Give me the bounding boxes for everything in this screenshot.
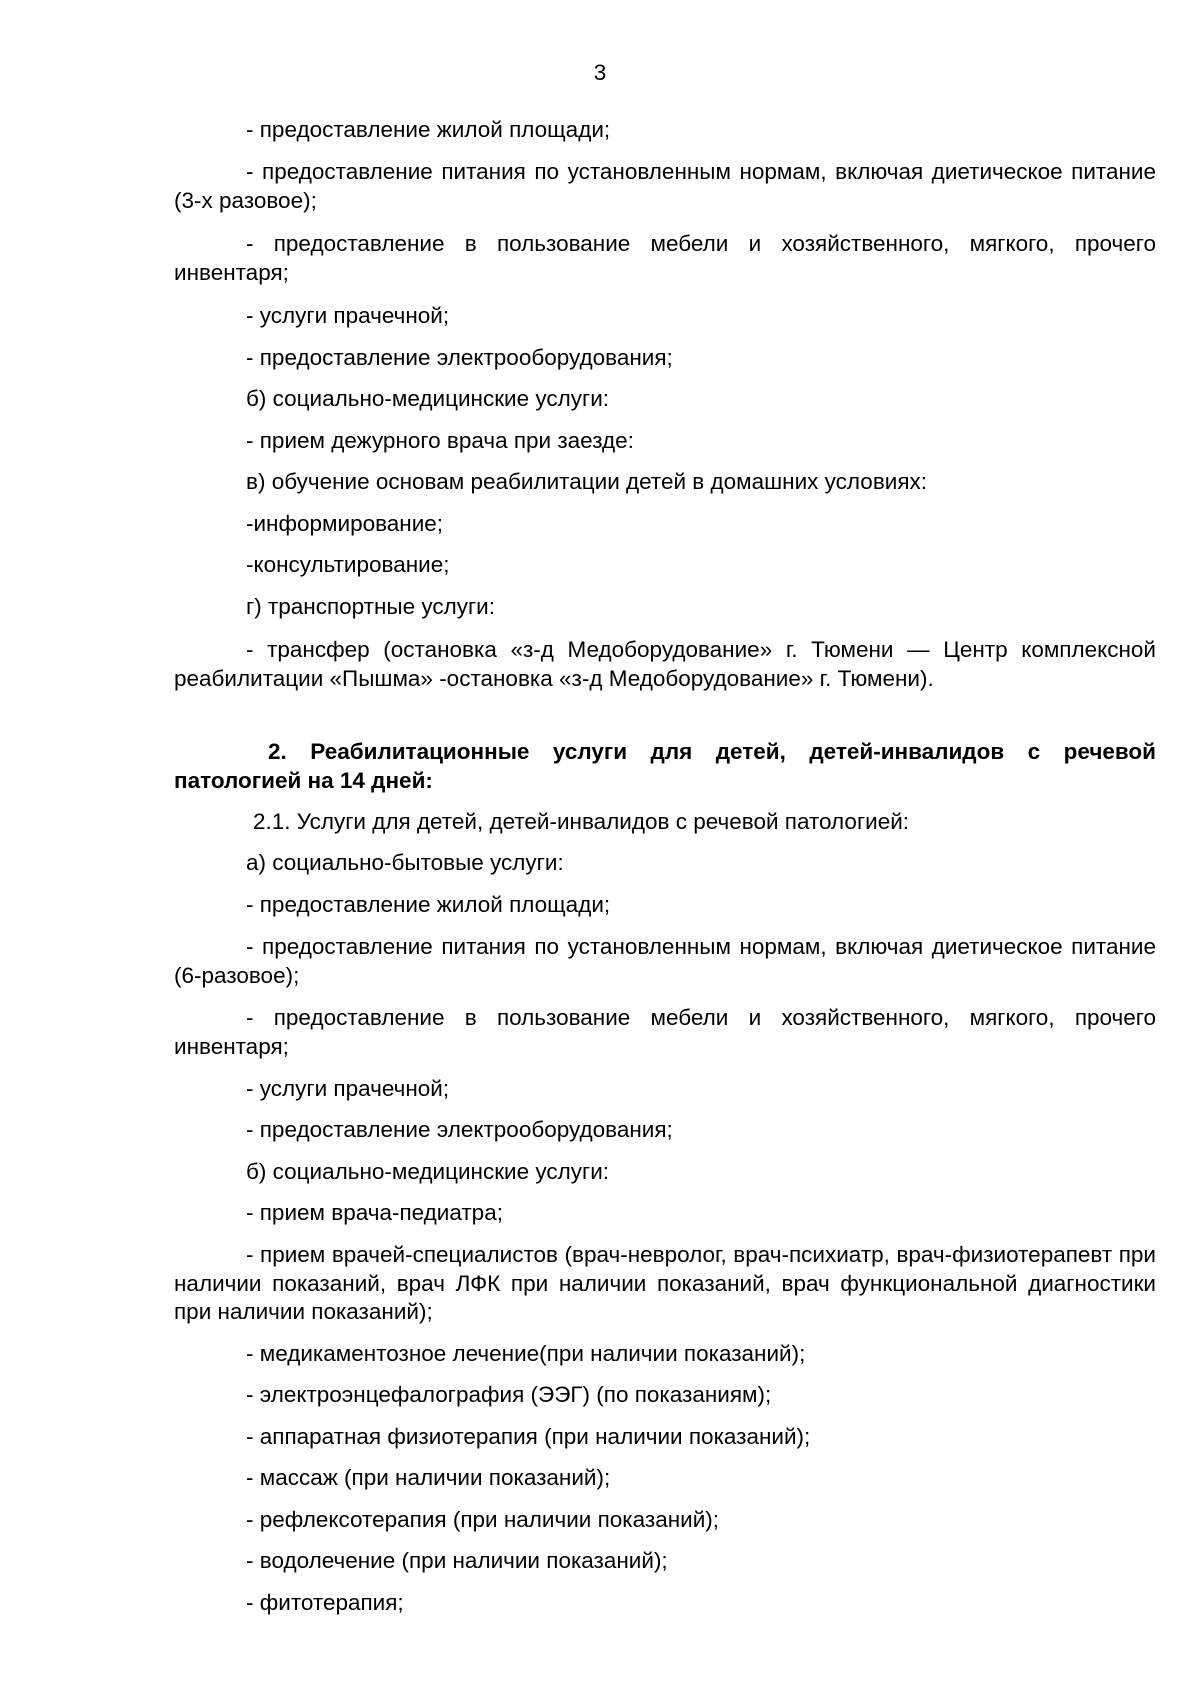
item-informing: -информирование; — [246, 511, 444, 536]
item-transfer: - трансфер (остановка «з-д Медоборудование» г. Тюмени — Центр комплексной реабилитации «Пышма» -остановка «з-д Медоборудование» г. Тюмени). — [174, 637, 1156, 691]
item-living-space: - предоставление жилой площади; — [246, 117, 611, 142]
item-phytotherapy: - фитотерапия; — [246, 1590, 404, 1615]
item-hydrotherapy: - водолечение (при наличии показаний); — [246, 1548, 668, 1573]
item-massage: - массаж (при наличии показаний); — [246, 1465, 611, 1490]
item-reflexotherapy: - рефлексотерапия (при наличии показаний); — [246, 1507, 720, 1532]
item-specialists: - прием врачей-специалистов (врач-невролог, врач-психиатр, врач-физиотерапевт при наличии показаний, врач ЛФК при наличии показаний, врач функциональной диагностики при наличии показаний); — [174, 1242, 1156, 1324]
item-medication: - медикаментозное лечение(при наличии показаний); — [246, 1341, 806, 1366]
item-duty-doctor: - прием дежурного врача при заезде: — [246, 428, 634, 453]
item-physiotherapy: - аппаратная физиотерапия (при наличии показаний); — [246, 1424, 811, 1449]
item-electrical-equipment: - предоставление электрооборудования; — [246, 345, 673, 370]
item-consulting: -консультирование; — [246, 552, 450, 577]
item-electrical-equipment-2: - предоставление электрооборудования; — [246, 1117, 673, 1142]
item-laundry-2: - услуги прачечной; — [246, 1076, 450, 1101]
item-living-space-2: - предоставление жилой площади; — [246, 892, 611, 917]
section-v-training: в) обучение основам реабилитации детей в домашних условиях: — [246, 469, 928, 494]
page-number: 3 — [593, 60, 607, 85]
subsection-2-1: 2.1. Услуги для детей, детей-инвалидов с речевой патологией: — [253, 809, 910, 834]
item-pediatrician: - прием врача-педиатра; — [246, 1200, 503, 1225]
item-furniture-inventory: - предоставление в пользование мебели и хозяйственного, мягкого, прочего инвентаря; — [174, 231, 1156, 285]
section-a-household-services: а) социально-бытовые услуги: — [246, 850, 564, 875]
item-eeg: - электроэнцефалография (ЭЭГ) (по показаниям); — [246, 1382, 772, 1407]
section-b-medical-services-2: б) социально-медицинские услуги: — [246, 1159, 610, 1184]
item-furniture-inventory-2: - предоставление в пользование мебели и хозяйственного, мягкого, прочего инвентаря; — [174, 1005, 1156, 1059]
item-meals-3x: - предоставление питания по установленным нормам, включая диетическое питание (3-х разовое); — [174, 159, 1156, 213]
section-heading-2: 2. Реабилитационные услуги для детей, детей-инвалидов с речевой патологией на 14 дней: — [174, 739, 1156, 793]
item-laundry: - услуги прачечной; — [246, 303, 450, 328]
section-g-transport: г) транспортные услуги: — [246, 594, 495, 619]
item-meals-6x: - предоставление питания по установленным нормам, включая диетическое питание (6-разовое); — [174, 934, 1156, 988]
section-b-medical-services: б) социально-медицинские услуги: — [246, 386, 610, 411]
